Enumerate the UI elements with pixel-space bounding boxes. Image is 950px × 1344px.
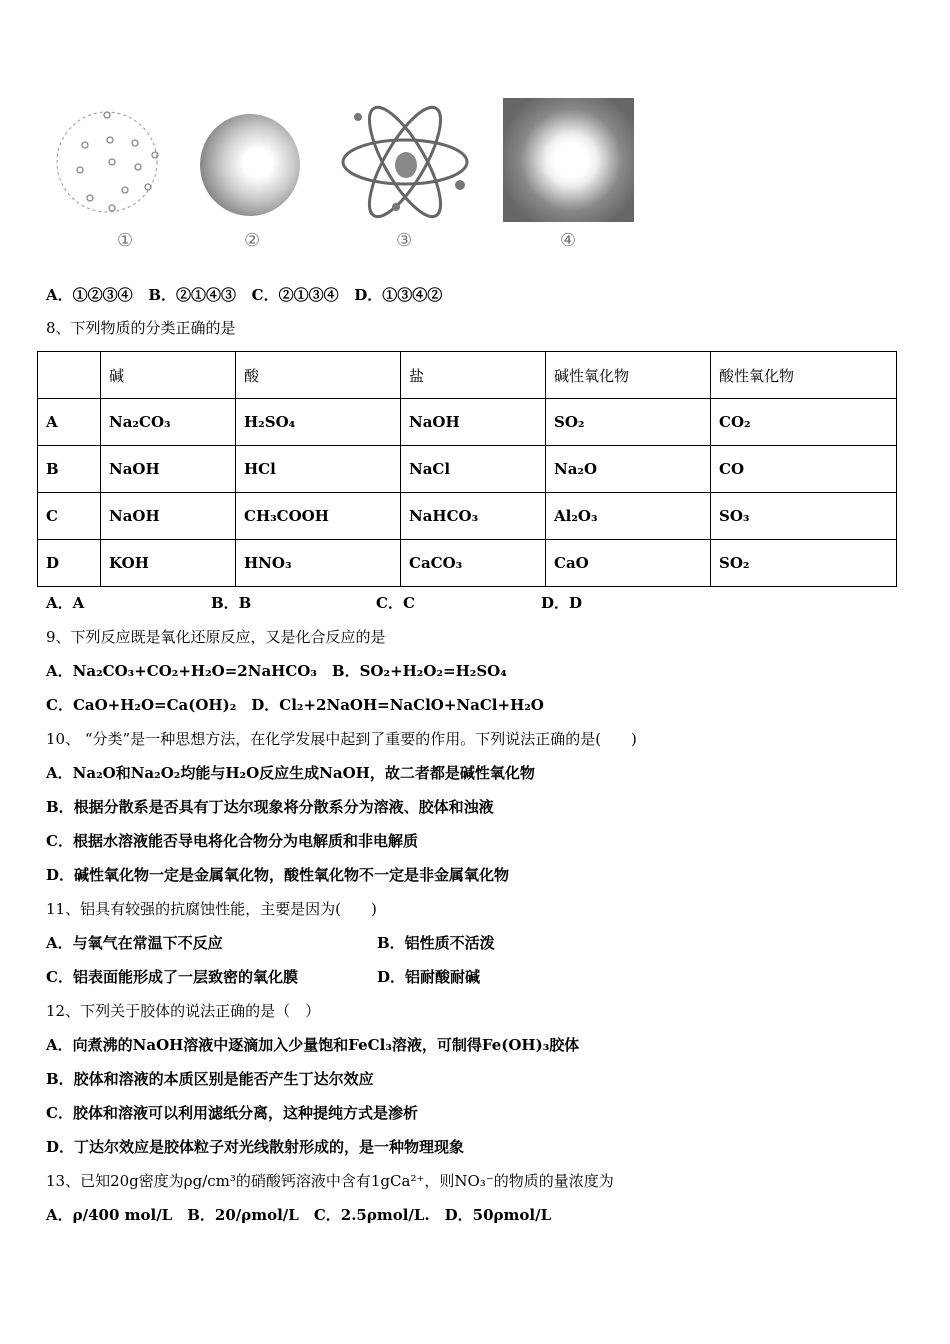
q10-stem: 10、 “分类”是一种思想方法，在化学发展中起到了重要的作用。下列说法正确的是( ) [46,730,637,748]
q8-stem: 8、下列物质的分类正确的是 [46,319,236,337]
q10-option-c: C．根据水溶液能否导电将化合物分为电解质和非电解质 [46,832,418,850]
table-row [38,399,897,446]
q9-stem: 9、下列反应既是氧化还原反应，又是化合反应的是 [46,628,386,646]
atom-model-solid-sphere-figure [200,114,300,216]
table-cell: H₂SO₄ [236,399,401,446]
table-cell: D [38,540,101,587]
table-cell: CaO [546,540,711,587]
q13-options: A．ρ/400 mol/L B．20/ρmol/L C．2.5ρmol/L. D．50ρmol/L [46,1206,552,1224]
table-cell: B [38,446,101,493]
table-cell: A [38,399,101,446]
table-cell: NaOH [101,493,236,540]
table-cell: C [38,493,101,540]
q9-options-line-1: A．Na₂CO₃+CO₂+H₂O=2NaHCO₃ B．SO₂+H₂O₂=H₂SO₄ [46,662,507,680]
atom-model-orbital-figure [338,97,473,227]
table-cell: NaOH [401,399,546,446]
q11-option-a: A．与氧气在常温下不反应 [46,934,223,952]
table-cell: NaCl [401,446,546,493]
q7-options [46,285,442,305]
table-header: 酸性氧化物 [711,352,897,399]
table-row [38,493,897,540]
table-cell: HCl [236,446,401,493]
table-cell: CH₃COOH [236,493,401,540]
table-header: 碱性氧化物 [546,352,711,399]
figure-label-3: ③ [396,230,413,251]
q8-option-c: C．C [376,594,415,612]
q7-option-b: B．②①④③ [148,286,236,304]
atom-model-plum-pudding-figure [50,105,165,220]
q12-option-b: B．胶体和溶液的本质区别是能否产生丁达尔效应 [46,1070,374,1088]
q12-option-d: D．丁达尔效应是胶体粒子对光线散射形成的，是一种物理现象 [46,1138,465,1156]
table-header: 碱 [101,352,236,399]
table-header: 盐 [401,352,546,399]
table-cell: SO₃ [711,493,897,540]
table-cell: Al₂O₃ [546,493,711,540]
q13-stem: 13、已知20g密度为ρg/cm³的硝酸钙溶液中含有1gCa²⁺，则NO₃⁻的物质的量浓度为 [46,1172,614,1190]
q7-option-a: A．①②③④ [46,286,133,304]
table-cell: SO₂ [711,540,897,587]
q10-option-b: B．根据分散系是否具有丁达尔现象将分散系分为溶液、胶体和浊液 [46,798,494,816]
table-cell: Na₂O [546,446,711,493]
table-cell: CaCO₃ [401,540,546,587]
q8-option-a: A．A [46,594,85,612]
table-row [38,540,897,587]
table-cell: CO₂ [711,399,897,446]
table-header [38,352,101,399]
q10-option-d: D．碱性氧化物一定是金属氧化物，酸性氧化物不一定是非金属氧化物 [46,866,510,884]
figure-label-4: ④ [560,230,577,251]
q12-stem: 12、下列关于胶体的说法正确的是（ ） [46,1002,321,1020]
q8-option-b: B．B [211,594,252,612]
q7-option-c: C．②①③④ [251,286,339,304]
table-cell: NaHCO₃ [401,493,546,540]
table-row [38,446,897,493]
q8-option-d: D．D [541,594,583,612]
table-cell: NaOH [101,446,236,493]
q12-option-a: A．向煮沸的NaOH溶液中逐滴加入少量饱和FeCl₃溶液，可制得Fe(OH)₃胶体 [46,1036,580,1054]
table-cell: HNO₃ [236,540,401,587]
q7-option-d: D．①③④② [354,286,443,304]
table-cell: KOH [101,540,236,587]
table-header: 酸 [236,352,401,399]
atom-model-electron-cloud-figure [503,98,634,222]
table-cell: SO₂ [546,399,711,446]
table-cell: CO [711,446,897,493]
q11-option-d: D．铝耐酸耐碱 [377,968,481,986]
q12-option-c: C．胶体和溶液可以利用滤纸分离，这种提纯方式是渗析 [46,1104,418,1122]
classification-table [37,351,897,587]
q10-option-a: A．Na₂O和Na₂O₂均能与H₂O反应生成NaOH，故二者都是碱性氧化物 [46,764,535,782]
figure-label-2: ② [244,230,261,251]
q11-option-c: C．铝表面能形成了一层致密的氧化膜 [46,968,298,986]
table-cell: Na₂CO₃ [101,399,236,446]
figure-label-1: ① [117,230,134,251]
q11-stem: 11、铝具有较强的抗腐蚀性能，主要是因为( ) [46,900,377,918]
q9-options-line-2: C．CaO+H₂O=Ca(OH)₂ D．Cl₂+2NaOH=NaClO+NaCl+H₂O [46,696,544,714]
q11-option-b: B．铝性质不活泼 [377,934,495,952]
table-header-row [38,352,897,399]
